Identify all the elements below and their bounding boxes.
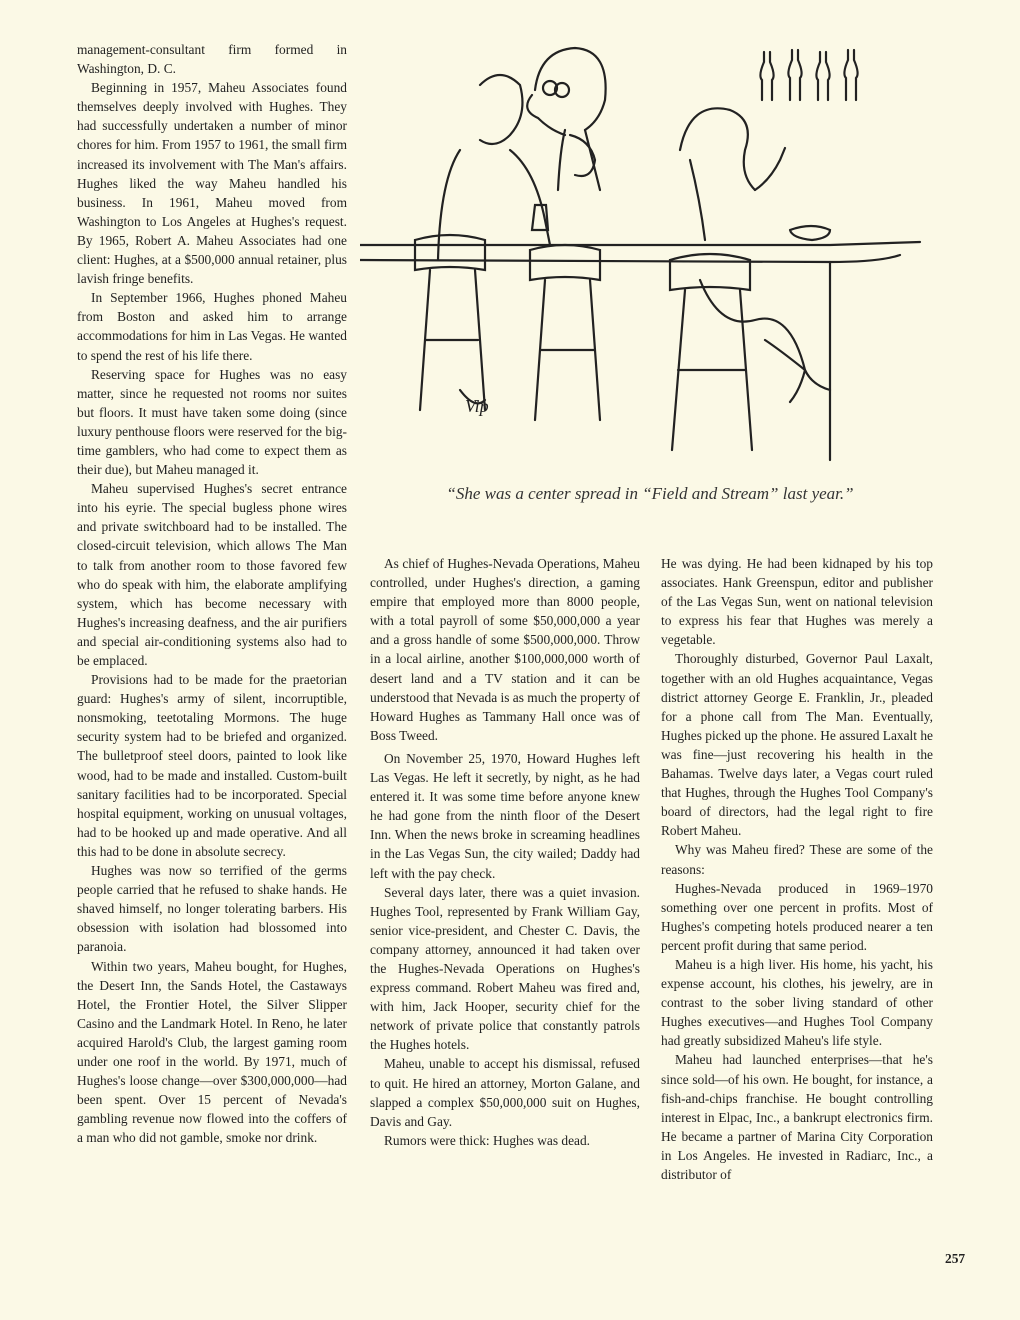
column-1 (77, 40, 347, 1147)
paragraph: Maheu had launched enterprises—that he's since sold—of his own. He bought, for instance, a fish-and-chips franchise. He bought controlling interest in Elpac, Inc., a bankrupt electronics firm. He became a partner of Marina City Corporation in Los Angeles. He invested in Radiarc, Inc., a distributor of (661, 1052, 933, 1182)
paragraph: He was dying. He had been kidnaped by his top associates. Hank Greenspun, editor and publisher of the Las Vegas Sun, went on national television to express his fear that Hughes was merely a vegetable. (661, 556, 933, 648)
paragraph: Hughes was now so terrified of the germs people carried that he refused to shake hands. He shaved himself, no longer tolerating barbers. His obsession with isolation had blossomed into paranoia. (77, 863, 347, 955)
cartoon-caption: “She was a center spread in “Field and Stream” last year.” (446, 484, 854, 503)
paragraph: As chief of Hughes-Nevada Operations, Maheu controlled, under Hughes's direction, a gaming empire that employed more than 8000 people, with a total payroll of some $50,000,000 a year and a gross handle of some $500,000,000. Throw in a local airline, another $100,000,000 worth of desert land and a TV station and it can be understood that Nevada is as much the property of Howard Hughes as Tammany Hall once was of Boss Tweed. (370, 556, 640, 743)
paragraph: In September 1966, Hughes phoned Maheu from Boston and asked him to arrange accommodations for him in Las Vegas. He wanted to spend the rest of his life there. (77, 290, 347, 363)
cartoon-illustration (360, 40, 940, 480)
paragraph: Rumors were thick: Hughes was dead. (384, 1132, 591, 1148)
column-3 (661, 554, 933, 1184)
paragraph: Beginning in 1957, Maheu Associates found themselves deeply involved with Hughes. They had successfully undertaken a number of minor chores for him. From 1957 to 1961, the small firm increased its involvement with The Man's affairs. Hughes liked the way Maheu handled his business. In 1961, Maheu moved from Washington to Los Angeles at Hughes's request. By 1965, Robert A. Maheu Associates had one client: Hughes, at a $500,000 annual retainer, plus lavish fringe benefits. (77, 80, 347, 287)
paragraph: Maheu supervised Hughes's secret entrance into his eyrie. The special bugless phone wires and private switchboard had to be installed. The closed-circuit television, which allows The Man to talk from another room to those favored few who do speak with him, the elaborate amplifying system, which has become necessary with Hughes's increasing deafness, and the air purifiers and special air-conditioning systems also had to be emplaced. (77, 481, 347, 668)
paragraph: Within two years, Maheu bought, for Hughes, the Desert Inn, the Sands Hotel, the Castaways Hotel, the Frontier Hotel, the Silver Slipper Casino and the Landmark Hotel. In Reno, he later acquired Harold's Club, the largest gaming room under one roof in the world. By 1971, much of Hughes's loose change—over $300,000,000—had been spent. Over 15 percent of Nevada's gambling revenue now flowed into the coffers of a man who did not gamble, smoke nor drink. (77, 958, 347, 1146)
paragraph: Why was Maheu fired? These are some of the reasons: (661, 842, 933, 877)
page-number: 257 (945, 1251, 966, 1266)
paragraph: Maheu, unable to accept his dismissal, refused to quit. He hired an attorney, Morton Galane, and slapped a complex $50,000,000 suit on Hughes, Davis and Gay. (370, 1056, 640, 1129)
column-2 (370, 554, 640, 1150)
paragraph: Several days later, there was a quiet invasion. Hughes Tool, represented by Frank William Gay, senior vice-president, and Chester C. Davis, the company attorney, announced it had taken over the Hughes-Nevada Operations on Hughes's express command. Robert Maheu was fired and, with him, Jack Hooper, security chief for the network of private police that constantly patrols the Hughes hotels. (370, 884, 640, 1053)
paragraph: Provisions had to be made for the praetorian guard: Hughes's army of silent, incorruptible, nonsmoking, teetotaling Mormons. The huge security system had to be briefed and organized. The bulletproof steel doors, painted to look like wood, had to be made and installed. Custom-built sanitary facilities had to be incorporated. Special hospital equipment, working on unusual voltages, had to be hooked up and made operative. And all this had to be done in absolute secrecy. (77, 672, 347, 859)
paragraph: management-consultant firm formed in Washington, D. C. (77, 42, 347, 77)
cartoon-signature: Vip (465, 396, 489, 416)
paragraph: On November 25, 1970, Howard Hughes left Las Vegas. He left it secretly, by night, as he had entered it. It was some time before anyone knew he had gone from the ninth floor of the Desert Inn. When the news broke in screaming headlines in the Las Vegas Sun, the city wailed; Daddy had left with the pay check. (370, 750, 640, 881)
paragraph: Hughes-Nevada produced in 1969–1970 something over one percent in profits. Most of Hughes's competing hotels produced nearer a ten percent profit during that same period. (661, 880, 933, 953)
paragraph: Thoroughly disturbed, Governor Paul Laxalt, together with an old Hughes acquaintance, Vegas district attorney George E. Franklin, Jr., pleaded for a phone call from The Man. Eventually, Hughes picked up the phone. He assured Laxalt he was fine—just recovering his health in the Bahamas. Twelve days later, a Vegas court ruled that Hughes, through the Hughes Tool Company's board of directors, had the legal right to fire Robert Maheu. (661, 651, 933, 839)
paragraph: Reserving space for Hughes was no easy matter, since he requested not rooms nor suites but floors. It must have taken some doing (since luxury penthouse floors were reserved for the big-time gamblers, who had come to expect them as their due), but Maheu managed it. (77, 366, 347, 478)
paragraph: Maheu is a high liver. His home, his yacht, his expense account, his clothes, his jewelry, are in contrast to the sober living standard of other Hughes executives—and Hughes Tool Company had greatly subsidized Maheu's life style. (661, 956, 933, 1049)
